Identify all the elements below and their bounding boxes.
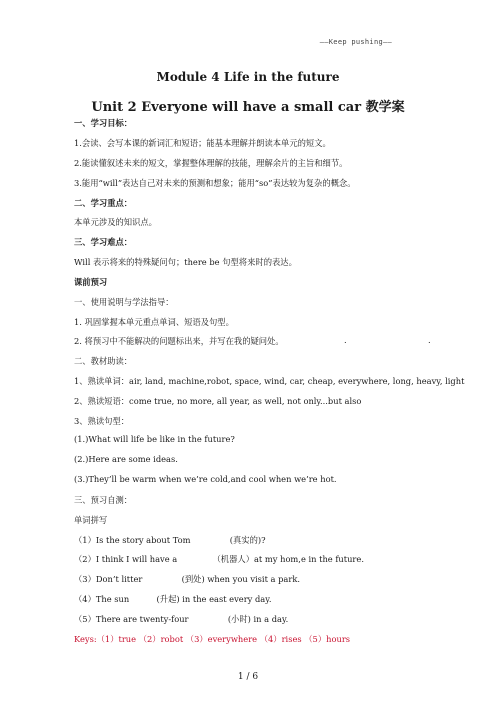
- objective-item: 3.能用“will”表达自己对未来的预测和想象；能用“so”表达较为复杂的概念。: [74, 178, 356, 188]
- exercise-item: [74, 553, 364, 565]
- reading-item-words: 1、熟读单词：air, land, machine,robot, space, wind, car, cheap, everywhere, long, heavy, light: [74, 376, 465, 386]
- sentence-item: (2.)Here are some ideas.: [74, 454, 178, 464]
- sentence-item: (1.)What will life be like in the future?: [74, 434, 235, 444]
- self-test-heading: 三、预习自测：: [74, 495, 133, 505]
- keypoints-text: 本单元涉及的知识点。: [74, 217, 157, 227]
- running-header: ——Keep pushing——: [319, 38, 392, 46]
- section-difficulties-heading: 三、学习难点：: [74, 237, 133, 247]
- exercise-item: [74, 593, 271, 605]
- stray-mark: .: [344, 335, 347, 345]
- exercise-hint: (真实的)?: [229, 535, 266, 545]
- exercise-prompt: （4）The sun: [74, 594, 130, 604]
- exercise-item: [74, 573, 300, 585]
- stray-mark: .: [428, 335, 431, 345]
- module-title: Module 4 Life in the future: [156, 70, 340, 84]
- preview-heading: 课前预习: [74, 277, 108, 287]
- exercise-prompt: （3）Don’t litter: [74, 574, 143, 584]
- exercise-item: [74, 534, 266, 546]
- instructions-heading: 一、使用说明与学法指导：: [74, 297, 174, 307]
- objective-item: 1.会读、会写本课的新词汇和短语；能基本理解并朗读本单元的短文。: [74, 138, 331, 148]
- objective-item: 2.能读懂叙述未来的短文，掌握整体理解的技能，理解余片的主旨和细节。: [74, 158, 348, 168]
- exercise-prompt: （5）There are twenty-four: [74, 614, 189, 624]
- instruction-item: 2. 将预习中不能解决的问题标出来，并写在我的疑问处。: [74, 336, 284, 346]
- answer-keys: Keys:（1）true （2）robot （3）everywhere （4）rises （5）hours: [74, 634, 351, 644]
- exercise-hint: (小时) in a day.: [227, 614, 289, 624]
- reading-aid-heading: 二、教材助读：: [74, 356, 133, 366]
- instruction-item: 1. 巩固掌握本单元重点单词、短语及句型。: [74, 317, 234, 327]
- reading-item-phrases: 2、熟读短语：come true, no more, all year, as well, not only...but also: [74, 396, 362, 406]
- section-keypoints-heading: 二、学习重点：: [74, 198, 133, 208]
- difficulties-text: Will 表示将来的特殊疑问句；there be 句型将来时的表达。: [74, 257, 297, 267]
- exercise-item: [74, 613, 288, 625]
- sentence-item: (3.)They’ll be warm when we’re cold,and cool when we’re hot.: [74, 474, 337, 484]
- exercise-hint: (到处) when you visit a park.: [181, 574, 301, 584]
- section-objectives-heading: 一、学习目标：: [74, 118, 133, 128]
- page-number: 1 / 6: [237, 672, 259, 682]
- reading-item-sentences: 3、熟读句型：: [74, 416, 130, 426]
- exercise-hint: (升起) in the east every day.: [156, 594, 272, 604]
- exercise-hint: （机器人）at my hom,e in the future.: [212, 554, 364, 564]
- unit-title: Unit 2 Everyone will have a small car 教学案: [91, 100, 405, 115]
- exercise-prompt: （2）I think I will have a: [74, 554, 178, 564]
- exercise-prompt: （1）Is the story about Tom: [74, 535, 191, 545]
- spelling-heading: 单词拼写: [74, 515, 108, 525]
